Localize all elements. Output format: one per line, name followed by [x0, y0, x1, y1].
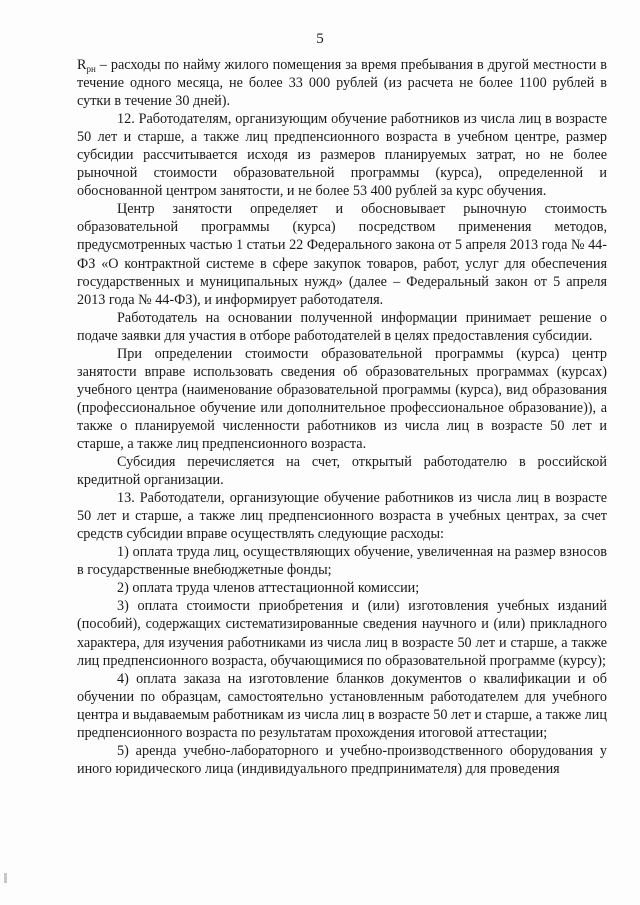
formula-symbol: R — [77, 57, 87, 73]
paragraph-employer-decision: Работодатель на основании полученной информации принимает решение о подаче заявки для участия в отборе работодателей в целях предоставления субсидии. — [77, 309, 607, 344]
formula-definition-paragraph — [77, 56, 607, 110]
paragraph-13: 13. Работодатели, организующие обучение работников из числа лиц в возрасте 50 лет и старше, а также лиц предпенсионного возраста в учебных центрах, за счет средств субсидии вправе осуществлять следующие расходы: — [77, 490, 607, 543]
paragraph-subsidy-transfer: Субсидия перечисляется на счет, открытый работодателю в российской кредитной организации. — [77, 454, 607, 489]
page-number: 5 — [316, 31, 324, 47]
formula-symbol-subscript: рн — [86, 64, 96, 74]
formula-definition-text: – расходы по найму жилого помещения за время пребывания в другой местности в течение одного месяца, не более 33 000 рублей (из расчета не более 1100 рублей в сутки в течение 30 дней). — [77, 57, 607, 110]
list-item-2: 2) оплата труда членов аттестационной комиссии; — [117, 580, 420, 597]
document-body — [77, 56, 607, 778]
paragraph-cost-determination: При определении стоимости образовательной программы (курса) центр занятости вправе использовать сведения об образовательных программах (курсах) учебного центра (наименование образовательной программы (курса), вид образования (профессиональное обучение или дополнительное профессиональное образование)), а также о планируемой численности работников из числа лиц в возрасте 50 лет и старше, а также лиц предпенсионного возраста. — [77, 345, 607, 452]
paragraph-12: 12. Работодателям, организующим обучение работников из числа лиц в возрасте 50 лет и старше, а также лиц предпенсионного возраста в учебном центре, размер субсидии рассчитывается исходя из размеров планируемых затрат, но не более рыночной стоимости образовательной программы (курса), определенной и обоснованной центром занятости, и не более 53 400 рублей за курс обучения. — [77, 111, 607, 200]
scan-edge-mark — [4, 873, 7, 883]
list-item-5: 5) аренда учебно-лабораторного и учебно-производственного оборудования у иного юридического лица (индивидуального предпринимателя) для проведения — [77, 742, 607, 777]
list-item-4: 4) оплата заказа на изготовление бланков документов о квалификации и об обучении по образцам, самостоятельно установленным работодателем для учебного центра и выдаваемым работникам из числа лиц в возрасте 50 лет и старше, а также лиц предпенсионного возраста по результатам прохождения итоговой аттестации; — [77, 670, 607, 741]
paragraph-market-value: Центр занятости определяет и обосновывает рыночную стоимость образовательной программы (курса) посредством применения методов, предусмотренных частью 1 статьи 22 Федерального закона от 5 апреля 2013 года № 44-ФЗ «О контрактной системе в сфере закупок товаров, работ, услуг для обеспечения государственных и муниципальных нужд» (далее – Федеральный закон от 5 апреля 2013 года № 44-ФЗ), и информирует работодателя. — [77, 201, 607, 308]
list-item-3: 3) оплата стоимости приобретения и (или) изготовления учебных изданий (пособий), содержащих систематизированные сведения научного и (или) прикладного характера, для изучения работниками из числа лиц в возрасте 50 лет и старше, а также лиц предпенсионного возраста, обучающимися по образовательной программе (курсу); — [77, 598, 607, 669]
list-item-1: 1) оплата труда лиц, осуществляющих обучение, увеличенная на размер взносов в государственные внебюджетные фонды; — [77, 544, 607, 579]
